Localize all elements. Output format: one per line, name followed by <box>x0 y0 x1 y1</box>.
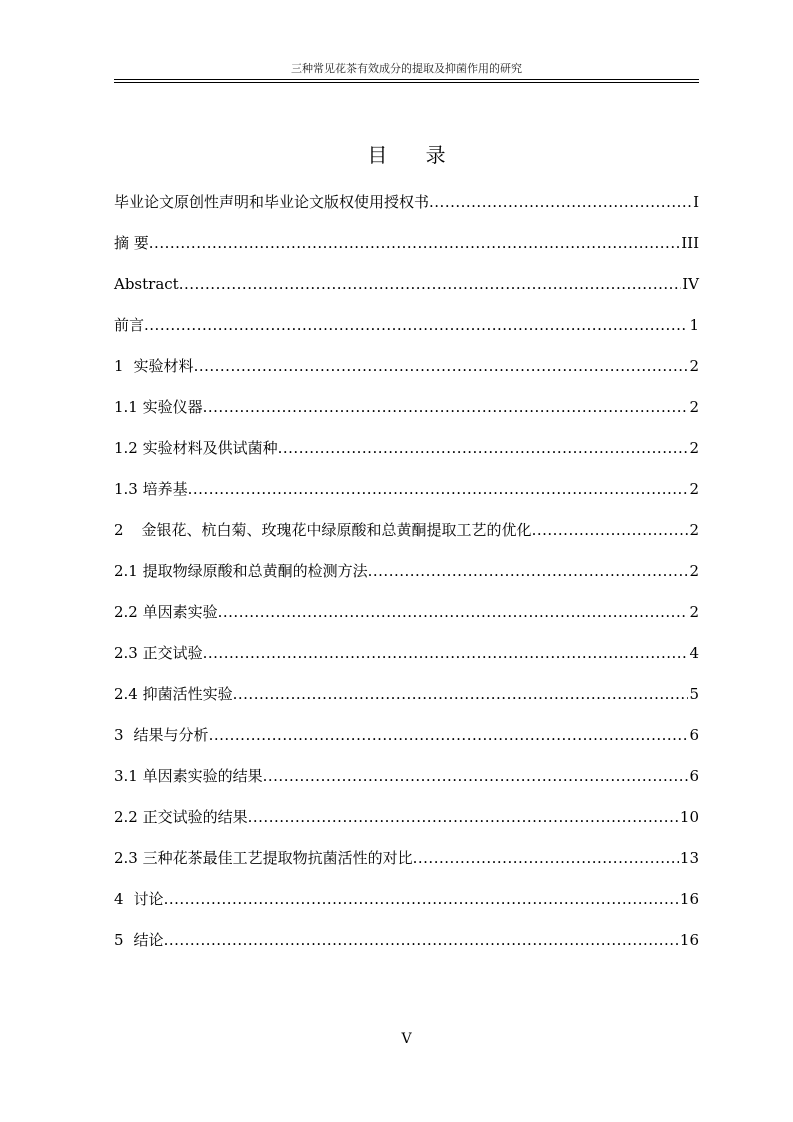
toc-entry-page: 16 <box>679 890 699 908</box>
toc-entry-text: 讨论 <box>133 890 164 908</box>
toc-entry-page: 2 <box>689 398 699 416</box>
toc-entry-page: 2 <box>689 603 699 621</box>
toc-entry[interactable] <box>114 477 699 518</box>
toc-entry-text: 结论 <box>133 931 164 949</box>
toc-entry-page: 16 <box>679 931 699 949</box>
toc-entry-page: 10 <box>679 808 699 826</box>
toc-entry-label <box>114 723 209 747</box>
toc-title: 目 录 <box>367 143 462 167</box>
toc-leader-dots <box>164 928 679 952</box>
toc-leader-dots <box>233 682 689 706</box>
toc-entry-number: 1 <box>114 357 124 375</box>
toc-leader-dots <box>248 805 679 829</box>
toc-entry[interactable] <box>114 272 699 313</box>
toc-entry-page: 2 <box>689 357 699 375</box>
toc-entry-text: 2.3 三种花茶最佳工艺提取物抗菌活性的对比 <box>114 849 413 867</box>
toc-entry-label <box>114 272 179 296</box>
toc-entry-label <box>114 354 194 378</box>
toc-entry-text: 结果与分析 <box>133 726 209 744</box>
toc-entry-text: 2.2 正交试验的结果 <box>114 808 248 826</box>
toc-leader-dots <box>278 436 689 460</box>
toc-entry[interactable] <box>114 395 699 436</box>
toc-entry[interactable] <box>114 764 699 805</box>
toc-entry-text: 1.3 培养基 <box>114 480 188 498</box>
toc-entry-label <box>114 887 164 911</box>
toc-entry[interactable] <box>114 641 699 682</box>
toc-entry-text: 1.1 实验仪器 <box>114 398 203 416</box>
toc-entry[interactable] <box>114 354 699 395</box>
toc-entry[interactable] <box>114 887 699 928</box>
toc-entry-page: 5 <box>689 685 699 703</box>
toc-entry-text: Abstract <box>114 275 179 293</box>
running-header: 三种常见花茶有效成分的提取及抑菌作用的研究 <box>291 62 522 75</box>
toc-leader-dots <box>368 559 689 583</box>
toc-entry[interactable] <box>114 682 699 723</box>
toc-leader-dots <box>532 518 689 542</box>
toc-entry[interactable] <box>114 928 699 969</box>
toc-entry-label <box>114 518 532 542</box>
toc-entry-label <box>114 395 203 419</box>
toc-leader-dots <box>194 354 689 378</box>
toc-entry-label <box>114 928 164 952</box>
toc-entry-label <box>114 313 144 337</box>
toc-entry-label <box>114 846 413 870</box>
toc-entry-text: 2.1 提取物绿原酸和总黄酮的检测方法 <box>114 562 368 580</box>
toc-entry-page: 13 <box>679 849 699 867</box>
toc-entry[interactable] <box>114 846 699 887</box>
toc-entry-text: 2.3 正交试验 <box>114 644 203 662</box>
toc-entry-label <box>114 190 429 214</box>
toc-entry-text: 3.1 单因素实验的结果 <box>114 767 263 785</box>
toc-entry-page: 2 <box>689 439 699 457</box>
toc-leader-dots <box>218 600 689 624</box>
toc-leader-dots <box>188 477 689 501</box>
toc-entry-text: 实验材料 <box>133 357 194 375</box>
toc-entry-page: 2 <box>689 480 699 498</box>
toc-entry-page: 2 <box>689 562 699 580</box>
toc-entry-page: 6 <box>689 767 699 785</box>
toc-leader-dots <box>164 887 679 911</box>
toc-entry-label <box>114 436 278 460</box>
toc-entry[interactable] <box>114 231 699 272</box>
header-rule-top <box>114 79 699 80</box>
toc-entry[interactable] <box>114 436 699 477</box>
page-number: V <box>401 1031 412 1047</box>
toc-leader-dots <box>149 231 680 255</box>
toc-entry-text: 2.2 单因素实验 <box>114 603 218 621</box>
toc-entry-page: IV <box>682 275 699 293</box>
toc-entry-label <box>114 477 188 501</box>
toc-leader-dots <box>413 846 679 870</box>
toc-entry-text: 2.4 抑菌活性实验 <box>114 685 233 703</box>
toc-list <box>114 190 699 969</box>
toc-entry[interactable] <box>114 723 699 764</box>
toc-entry-page: 6 <box>689 726 699 744</box>
toc-entry-label <box>114 764 263 788</box>
toc-entry-label <box>114 805 248 829</box>
toc-entry-label <box>114 559 368 583</box>
toc-entry[interactable] <box>114 313 699 354</box>
toc-entry-text: 前言 <box>114 316 145 334</box>
toc-leader-dots <box>203 395 689 419</box>
toc-entry[interactable] <box>114 600 699 641</box>
toc-entry-page: 2 <box>689 521 699 539</box>
toc-leader-dots <box>263 764 689 788</box>
toc-leader-dots <box>144 313 688 337</box>
toc-leader-dots <box>179 272 682 296</box>
header-rule-bottom <box>114 82 699 83</box>
toc-leader-dots <box>209 723 689 747</box>
toc-entry-page: 1 <box>689 316 699 334</box>
toc-entry-label <box>114 682 233 706</box>
toc-entry-label <box>114 231 149 255</box>
toc-entry[interactable] <box>114 559 699 600</box>
toc-entry-number: 4 <box>114 890 124 908</box>
toc-entry-text: 1.2 实验材料及供试菌种 <box>114 439 278 457</box>
toc-leader-dots <box>203 641 689 665</box>
toc-entry-page: 4 <box>689 644 699 662</box>
toc-entry-text: 金银花、杭白菊、玫瑰花中绿原酸和总黄酮提取工艺的优化 <box>141 521 532 539</box>
toc-entry[interactable] <box>114 190 699 231</box>
toc-entry-text: 毕业论文原创性声明和毕业论文版权使用授权书 <box>114 193 430 211</box>
toc-entry-text: 摘 要 <box>114 234 149 252</box>
toc-entry-page: I <box>693 193 699 211</box>
toc-entry-number: 2 <box>114 521 124 539</box>
toc-entry-number: 3 <box>114 726 124 744</box>
toc-entry-number: 5 <box>114 931 124 949</box>
toc-entry-label <box>114 600 218 624</box>
toc-entry-page: III <box>681 234 699 252</box>
toc-entry[interactable] <box>114 518 699 559</box>
toc-leader-dots <box>429 190 692 214</box>
toc-entry[interactable] <box>114 805 699 846</box>
toc-entry-label <box>114 641 203 665</box>
